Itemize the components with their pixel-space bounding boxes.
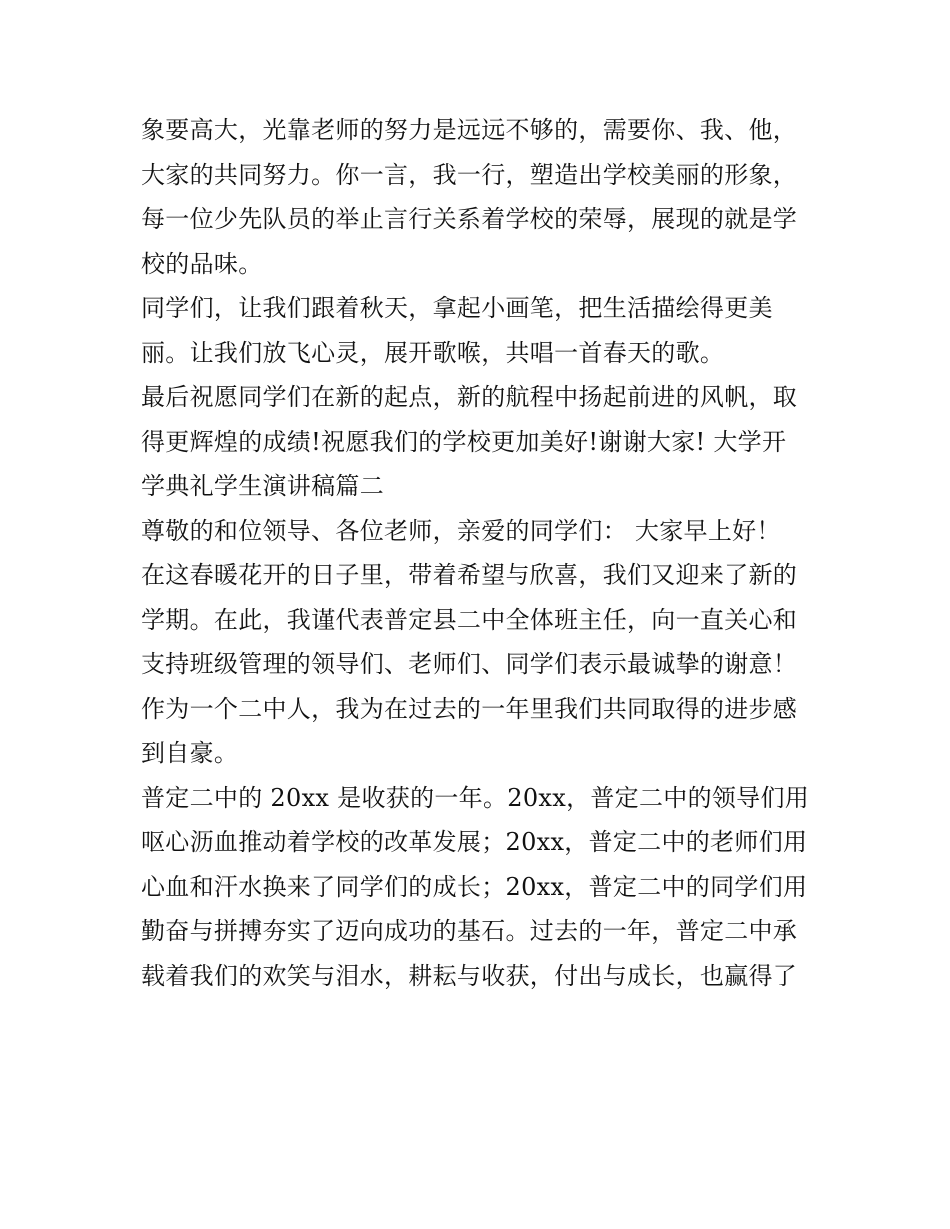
text-line: 丽。让我们放飞心灵，展开歌喉，共唱一首春天的歌。 — [141, 338, 725, 367]
text-line: 校的品味。 — [141, 249, 263, 278]
text-line: 作为一个二中人，我为在过去的一年里我们共同取得的进步感 — [141, 694, 798, 723]
text-line: 到自豪。 — [141, 739, 239, 767]
text-line: 尊敬的和位领导、各位老师，亲爱的同学们： 大家早上好！ — [141, 516, 781, 545]
text-line: 学期。在此，我谨代表普定县二中全体班主任，向一直关心和 — [141, 605, 798, 634]
text-line: 支持班级管理的领导们、老师们、同学们表示最诚挚的谢意！ — [141, 650, 798, 678]
text-line: 在这春暖花开的日子里，带着希望与欣喜，我们又迎来了新的 — [141, 561, 798, 589]
text-line: 心血和汗水换来了同学们的成长；20xx，普定二中的同学们用 — [141, 872, 808, 901]
section-heading-line: 学典礼学生演讲稿篇二 — [141, 472, 384, 500]
text-line: 大家的共同努力。你一言，我一行，塑造出学校美丽的形象， — [141, 160, 798, 189]
text-line: 得更辉煌的成绩!祝愿我们的学校更加美好!谢谢大家! 大学开 — [141, 427, 787, 456]
text-line: 普定二中的 20xx 是收获的一年。20xx，普定二中的领导们用 — [141, 783, 810, 812]
text-line: 勤奋与拼搏夯实了迈向成功的基石。过去的一年，普定二中承 — [141, 917, 798, 945]
text-line: 象要高大，光靠老师的努力是远远不够的，需要你、我、他， — [141, 116, 798, 144]
text-line: 同学们，让我们跟着秋天，拿起小画笔，把生活描绘得更美 — [141, 294, 773, 322]
text-line: 每一位少先队员的举止言行关系着学校的荣辱，展现的就是学 — [141, 205, 798, 233]
text-line: 最后祝愿同学们在新的起点，新的航程中扬起前进的风帆，取 — [141, 383, 798, 411]
document-page — [141, 108, 821, 998]
text-line: 载着我们的欢笑与泪水，耕耘与收获，付出与成长，也赢得了 — [141, 961, 798, 990]
text-line: 呕心沥血推动着学校的改革发展；20xx，普定二中的老师们用 — [141, 828, 808, 856]
